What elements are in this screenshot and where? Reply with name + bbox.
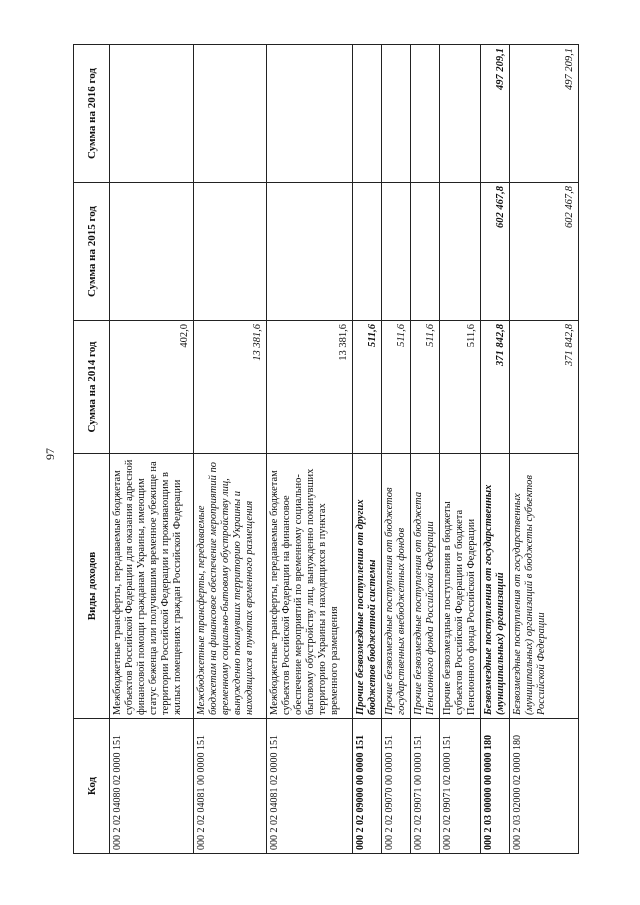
row-code: 000 2 02 04081 02 0000 151 <box>267 719 353 854</box>
row-2015 <box>267 183 353 321</box>
row-name: Безвозмездные поступления от государственных (муниципальных) организаций в бюджеты субъектов Российской Федерации <box>510 454 579 719</box>
table-row <box>110 45 194 854</box>
row-2016 <box>110 45 194 183</box>
row-2015 <box>382 183 411 321</box>
row-2016 <box>194 45 267 183</box>
row-2015 <box>194 183 267 321</box>
row-name: Прочие безвозмездные поступления от бюджетов государственных внебюджетных фондов <box>382 454 411 719</box>
row-code: 000 2 02 04081 00 0000 151 <box>194 719 267 854</box>
row-name: Межбюджетные трансферты, передаваемые бюджетам субъектов Российской Федерации на финансовое обеспечение мероприятий по временному социально-бытовому обустройству лиц, вынужденно покинувших территорию Украины и находящихся в пунктах временного размещения <box>267 454 353 719</box>
table-row <box>353 45 382 854</box>
table-row <box>440 45 481 854</box>
row-code: 000 2 03 02000 02 0000 180 <box>510 719 579 854</box>
row-2016 <box>440 45 481 183</box>
row-name: Безвозмездные поступления от государственных (муниципальных) организаций <box>481 454 510 719</box>
row-2014: 511,6 <box>353 321 382 454</box>
header-2015: Сумма на 2015 год <box>74 183 110 321</box>
row-2014: 402,0 <box>110 321 194 454</box>
row-code: 000 2 03 00000 00 0000 180 <box>481 719 510 854</box>
header-code: Код <box>74 719 110 854</box>
row-2016 <box>267 45 353 183</box>
row-2016: 497 209,1 <box>481 45 510 183</box>
header-2016: Сумма на 2016 год <box>74 45 110 183</box>
table-row <box>481 45 510 854</box>
table-row <box>510 45 579 854</box>
table-row <box>382 45 411 854</box>
rotated-sheet <box>73 45 575 854</box>
row-code: 000 2 02 09071 00 0000 151 <box>411 719 440 854</box>
header-name: Виды доходов <box>74 454 110 719</box>
table-row <box>411 45 440 854</box>
row-name: Межбюджетные трансферты, передаваемые бюджетам субъектов Российской Федерации для оказания адресной финансовой помощи гражданам Украины, имеющим статус беженца или получившим временное убежище на территории Российской Федерации и проживающим в жилых помещениях граждан Российской Федерации <box>110 454 194 719</box>
row-2014: 511,6 <box>440 321 481 454</box>
row-2015: 602 467,8 <box>510 183 579 321</box>
budget-revenue-table <box>73 44 579 854</box>
row-2015: 602 467,8 <box>481 183 510 321</box>
table-row <box>267 45 353 854</box>
budget-table-container <box>73 45 575 854</box>
row-2014: 13 381,6 <box>267 321 353 454</box>
row-2014: 371 842,8 <box>481 321 510 454</box>
row-name: Межбюджетные трансферты, передаваемые бюджетам на финансовое обеспечение мероприятий по временному социально-бытовому обустройству лиц, вынужденно покинувших территорию Украины и находящихся в пунктах временного размещения <box>194 454 267 719</box>
row-name: Прочие безвозмездные поступления в бюджеты субъектов Российской Федерации от бюджета Пенсионного фонда Российской Федерации <box>440 454 481 719</box>
row-name: Прочие безвозмездные поступления от других бюджетов бюджетной системы <box>353 454 382 719</box>
row-2016 <box>382 45 411 183</box>
row-2014: 511,6 <box>411 321 440 454</box>
row-2015 <box>440 183 481 321</box>
row-2014: 511,6 <box>382 321 411 454</box>
row-2015 <box>110 183 194 321</box>
row-2016: 497 209,1 <box>510 45 579 183</box>
table-header-row <box>74 45 110 854</box>
row-code: 000 2 02 09000 00 0000 151 <box>353 719 382 854</box>
page-number: 97 <box>43 448 57 460</box>
header-2014: Сумма на 2014 год <box>74 321 110 454</box>
row-name: Прочие безвозмездные поступления от бюджета Пенсионного фонда Российской Федерации <box>411 454 440 719</box>
row-2016 <box>353 45 382 183</box>
row-code: 000 2 02 09070 00 0000 151 <box>382 719 411 854</box>
row-code: 000 2 02 09071 02 0000 151 <box>440 719 481 854</box>
row-2016 <box>411 45 440 183</box>
row-2015 <box>353 183 382 321</box>
row-code: 000 2 02 04080 02 0000 151 <box>110 719 194 854</box>
row-2014: 13 381,6 <box>194 321 267 454</box>
row-2015 <box>411 183 440 321</box>
row-2014: 371 842,8 <box>510 321 579 454</box>
table-row <box>194 45 267 854</box>
